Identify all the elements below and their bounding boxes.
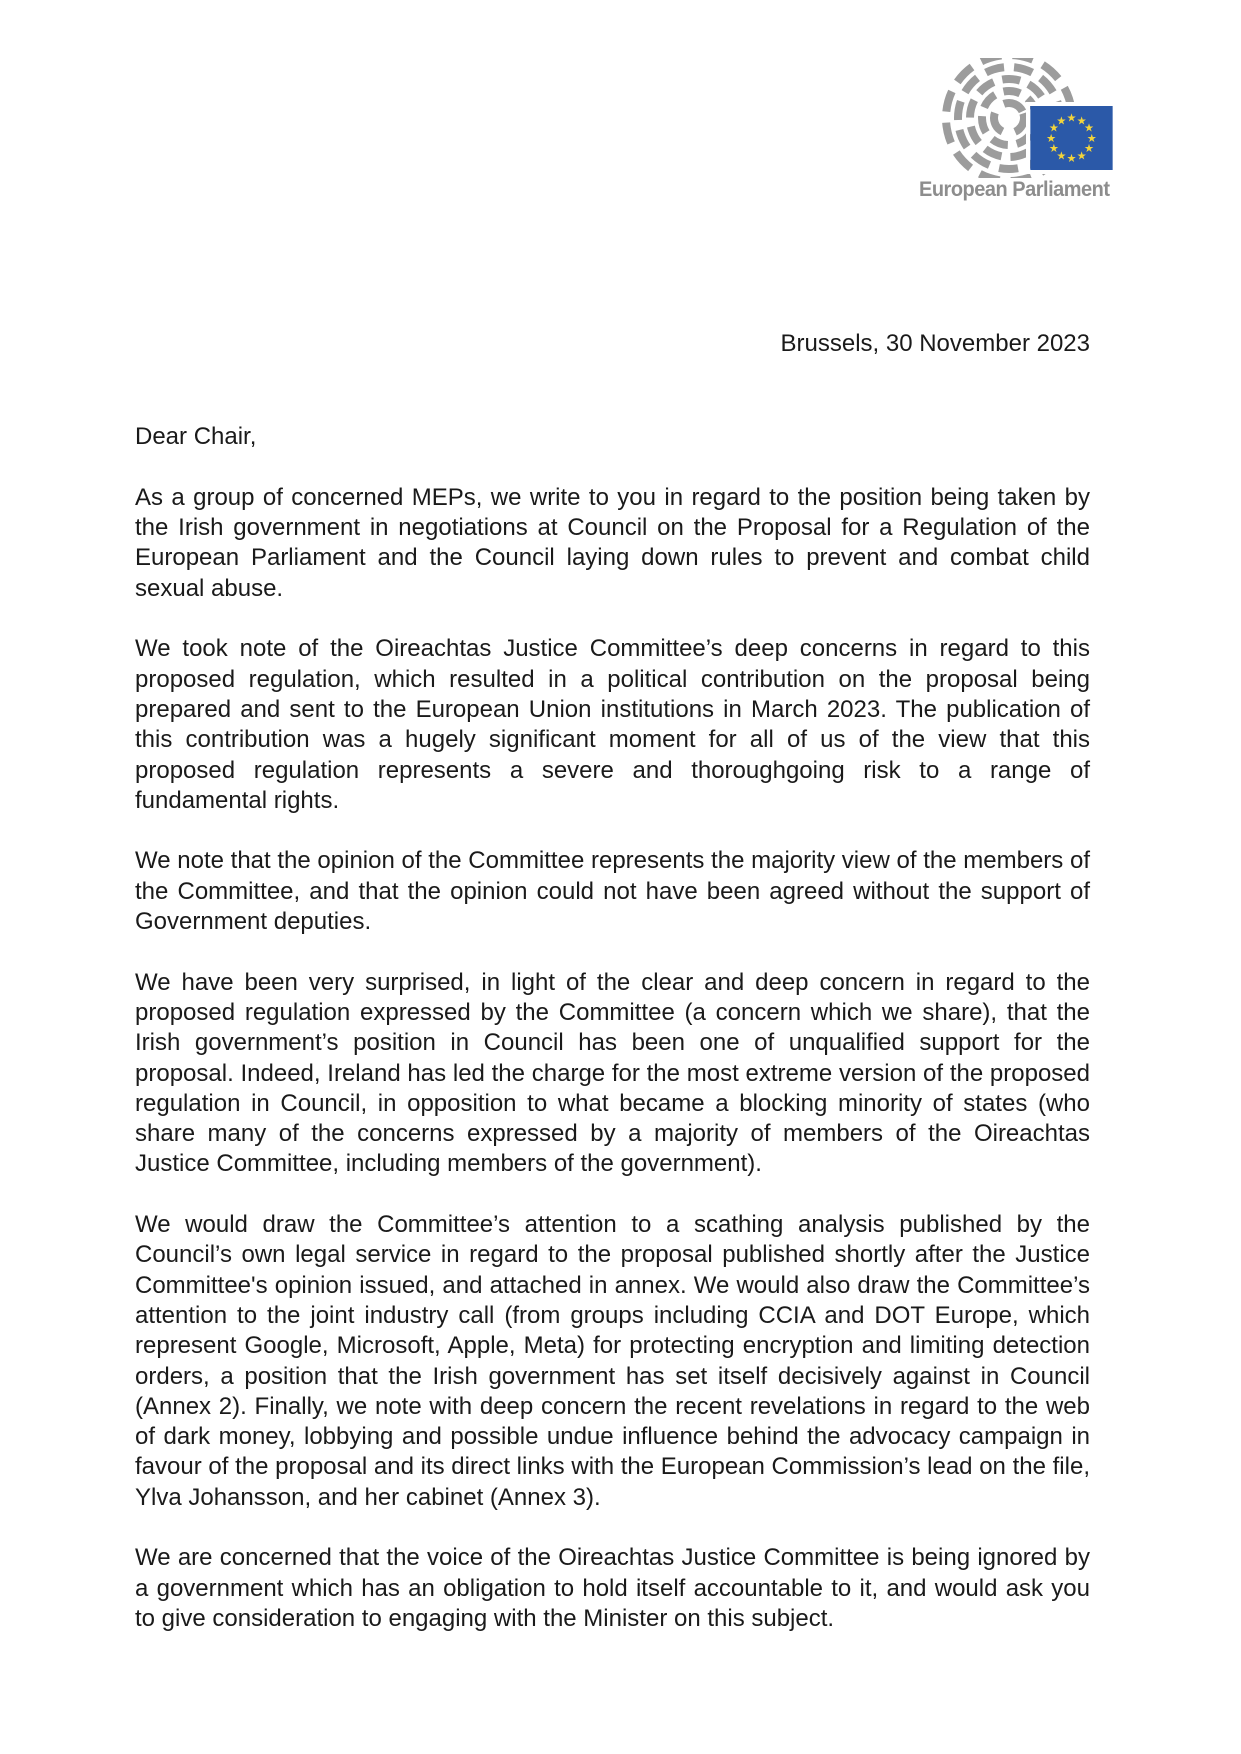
paragraph: We took note of the Oireachtas Justice Committee’s deep concerns in regard to this proposed regulation, which resulted in a political contribution on the proposal being prepared and sent to the European Union institutions in March 2023. The publication of this contribution was a hugely significant moment for all of us of the view that this proposed regulation represents a severe and thoroughgoing risk to a range of fundamental rights.	[135, 635, 1090, 814]
eu-star-icon: ★	[1048, 122, 1059, 135]
letter-content	[135, 329, 1090, 1634]
dateline: Brussels, 30 November 2023	[780, 330, 1090, 357]
european-parliament-logo	[917, 58, 1129, 203]
eu-star-icon: ★	[1066, 112, 1077, 125]
paragraph: We note that the opinion of the Committee represents the majority view of the members of the Committee, and that the opinion could not have been agreed without the support of Government deputies.	[135, 847, 1090, 936]
paragraph: We would draw the Committee’s attention to a scathing analysis published by the Council’s own legal service in regard to the proposal published shortly after the Justice Committee's opinion issued, and attached in annex. We would also draw the Committee’s attention to the joint industry call (from groups including CCIA and DOT Europe, which represent Google, Microsoft, Apple, Meta) for protecting encryption and limiting detection orders, a position that the Irish government has set itself decisively against in Council (Annex 2). Finally, we note with deep concern the recent revelations in regard to the web of dark money, lobbying and possible undue influence behind the advocacy campaign in favour of the proposal and its direct links with the European Commission’s lead on the file, Ylva Johansson, and her cabinet (Annex 3).	[135, 1211, 1090, 1511]
paragraph: We have been very surprised, in light of the clear and deep concern in regard to the proposed regulation expressed by the Committee (a concern which we share), that the Irish government’s position in Council has been one of unqualified support for the proposal. Indeed, Ireland has led the charge for the most extreme version of the proposed regulation in Council, in opposition to what became a blocking minority of states (who share many of the concerns expressed by a majority of members of the Oireachtas Justice Committee, including members of the government).	[135, 968, 1090, 1178]
eu-star-icon: ★	[1084, 143, 1095, 156]
eu-star-icon: ★	[1056, 115, 1067, 128]
eu-star-icon: ★	[1076, 115, 1087, 128]
eu-star-icon: ★	[1086, 132, 1097, 145]
eu-flag-icon	[1030, 106, 1113, 170]
salutation: Dear Chair,	[135, 423, 257, 451]
paragraph: We are concerned that the voice of the Oireachtas Justice Committee is being ignored by a government which has an obligation to hold itself accountable to it, and would ask you to give consideration to engaging with the Minister on this subject.	[135, 1544, 1090, 1632]
eu-star-icon: ★	[1066, 153, 1077, 166]
paragraph: As a group of concerned MEPs, we write to you in regard to the position being taken by the Irish government in negotiations at Council on the Proposal for a Regulation of the European Parliament and the Council laying down rules to prevent and combat child sexual abuse.	[135, 483, 1090, 602]
eu-star-icon: ★	[1046, 132, 1057, 145]
ep-logo-wordmark: European Parliament	[919, 178, 1110, 201]
eu-star-icon: ★	[1084, 122, 1095, 135]
eu-star-icon: ★	[1048, 143, 1059, 156]
eu-star-icon: ★	[1076, 150, 1087, 163]
eu-star-icon: ★	[1056, 150, 1067, 163]
